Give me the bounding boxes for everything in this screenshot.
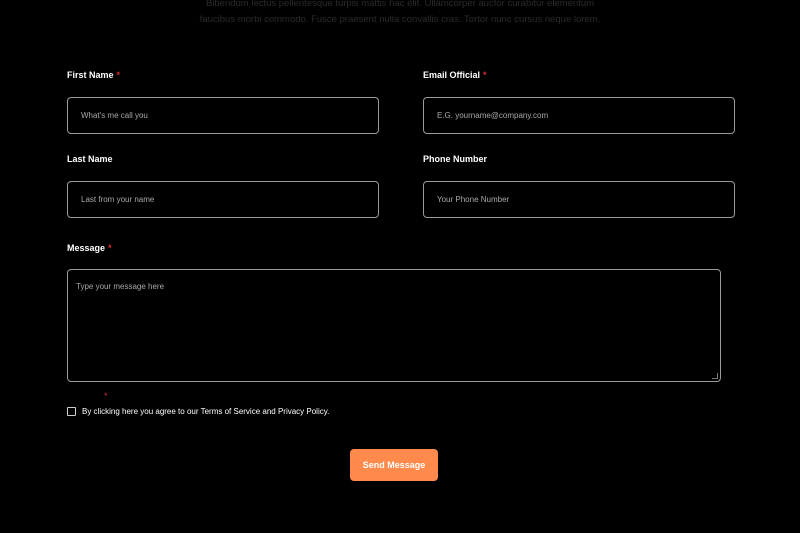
phone-input[interactable] xyxy=(437,195,734,204)
first-name-input[interactable] xyxy=(81,111,378,120)
required-marker: * xyxy=(108,243,112,253)
consent-row xyxy=(67,407,329,416)
last-name-field-wrapper xyxy=(67,181,379,218)
message-label: Message * xyxy=(67,243,112,253)
required-marker: * xyxy=(116,70,121,80)
email-input[interactable] xyxy=(437,111,734,120)
last-name-input[interactable] xyxy=(81,195,378,204)
consent-checkbox[interactable] xyxy=(67,407,76,416)
intro-paragraph xyxy=(0,0,800,28)
email-field-wrapper xyxy=(423,97,735,134)
required-marker: * xyxy=(483,70,487,80)
send-message-button[interactable]: Send Message xyxy=(350,449,438,481)
first-name-field-wrapper xyxy=(67,97,379,134)
consent-text: By clicking here you agree to our Terms of Service and Privacy Policy. xyxy=(82,407,330,416)
first-name-label: First Name * xyxy=(67,70,121,80)
consent-required-marker: * xyxy=(104,391,108,401)
phone-field-wrapper xyxy=(423,181,735,218)
last-name-label: Last Name xyxy=(67,154,113,164)
email-label: Email Official * xyxy=(423,70,487,80)
message-field-wrapper xyxy=(67,269,721,382)
intro-line-2: faucibus morbi commodo. Fusce praesent nulla convallis cras. Tortor nunc cursus neque lorem. xyxy=(199,14,601,25)
phone-label: Phone Number xyxy=(423,154,488,164)
resize-handle-icon[interactable] xyxy=(712,373,718,379)
message-textarea[interactable] xyxy=(76,282,712,369)
intro-line-1: Bibendum lectus pellentesque turpis mattis hac elit. Ullamcorper auctor curabitur elementum xyxy=(205,0,595,9)
